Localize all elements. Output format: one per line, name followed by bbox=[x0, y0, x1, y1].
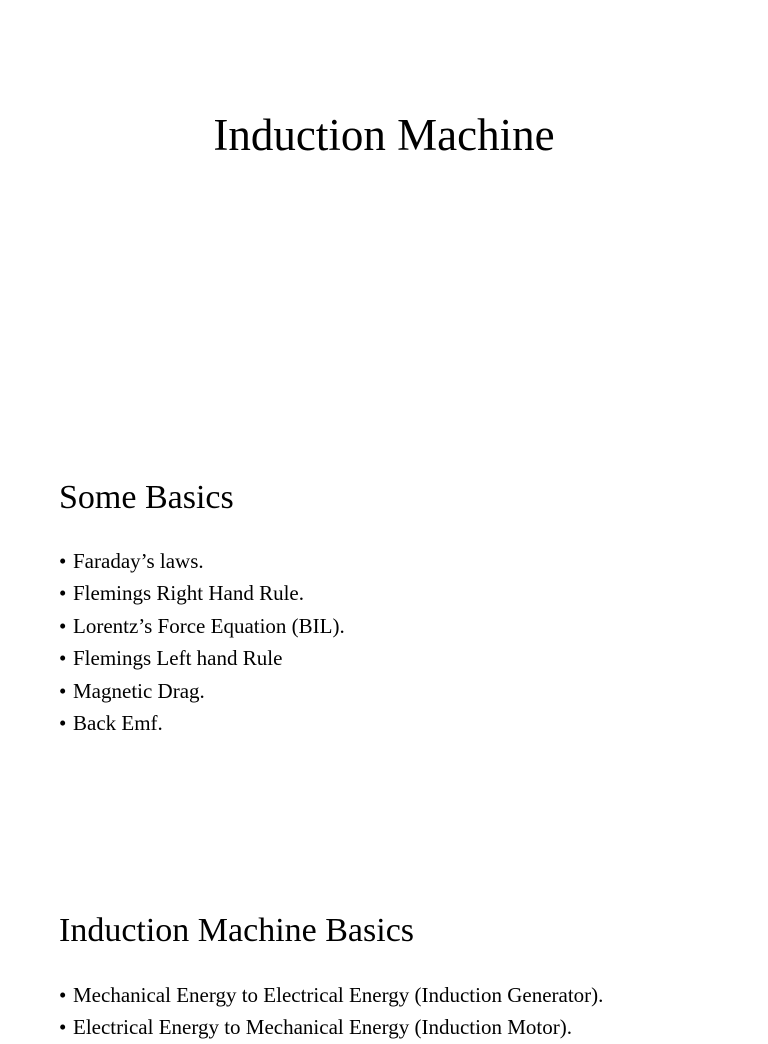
list-item bbox=[59, 1011, 603, 1043]
bullet-glyph: • bbox=[59, 581, 67, 606]
list-item bbox=[59, 707, 345, 739]
bullet-glyph: • bbox=[59, 711, 67, 736]
list-item-text: Flemings Left hand Rule bbox=[73, 646, 283, 671]
list-item-text: Faraday’s laws. bbox=[73, 549, 204, 573]
bullet-glyph: • bbox=[59, 983, 67, 1007]
bullet-list-induction-machine-basics bbox=[59, 979, 603, 1044]
bullet-glyph: • bbox=[59, 678, 67, 703]
list-item-text: Magnetic Drag. bbox=[73, 678, 205, 703]
page-title: Induction Machine bbox=[213, 110, 555, 160]
list-item bbox=[59, 675, 345, 707]
list-item bbox=[59, 642, 345, 674]
list-item-text: Flemings Right Hand Rule. bbox=[73, 581, 304, 606]
list-item-text: Back Emf. bbox=[73, 711, 163, 736]
list-item-text: Electrical Energy to Mechanical Energy (Induction Motor). bbox=[73, 1015, 572, 1040]
bullet-glyph: • bbox=[59, 646, 67, 671]
section-heading-some-basics: Some Basics bbox=[59, 479, 234, 516]
bullet-list-some-basics bbox=[59, 545, 345, 739]
list-item-text: Lorentz’s Force Equation (BIL). bbox=[73, 613, 345, 638]
list-item bbox=[59, 610, 345, 642]
section-heading-induction-machine-basics: Induction Machine Basics bbox=[59, 912, 415, 949]
bullet-glyph: • bbox=[59, 1015, 67, 1040]
list-item bbox=[59, 979, 603, 1011]
list-item bbox=[59, 577, 345, 609]
list-item-text: Mechanical Energy to Electrical Energy (Induction Generator). bbox=[73, 983, 604, 1007]
list-item bbox=[59, 545, 345, 577]
bullet-glyph: • bbox=[59, 549, 67, 573]
bullet-glyph: • bbox=[59, 613, 67, 638]
